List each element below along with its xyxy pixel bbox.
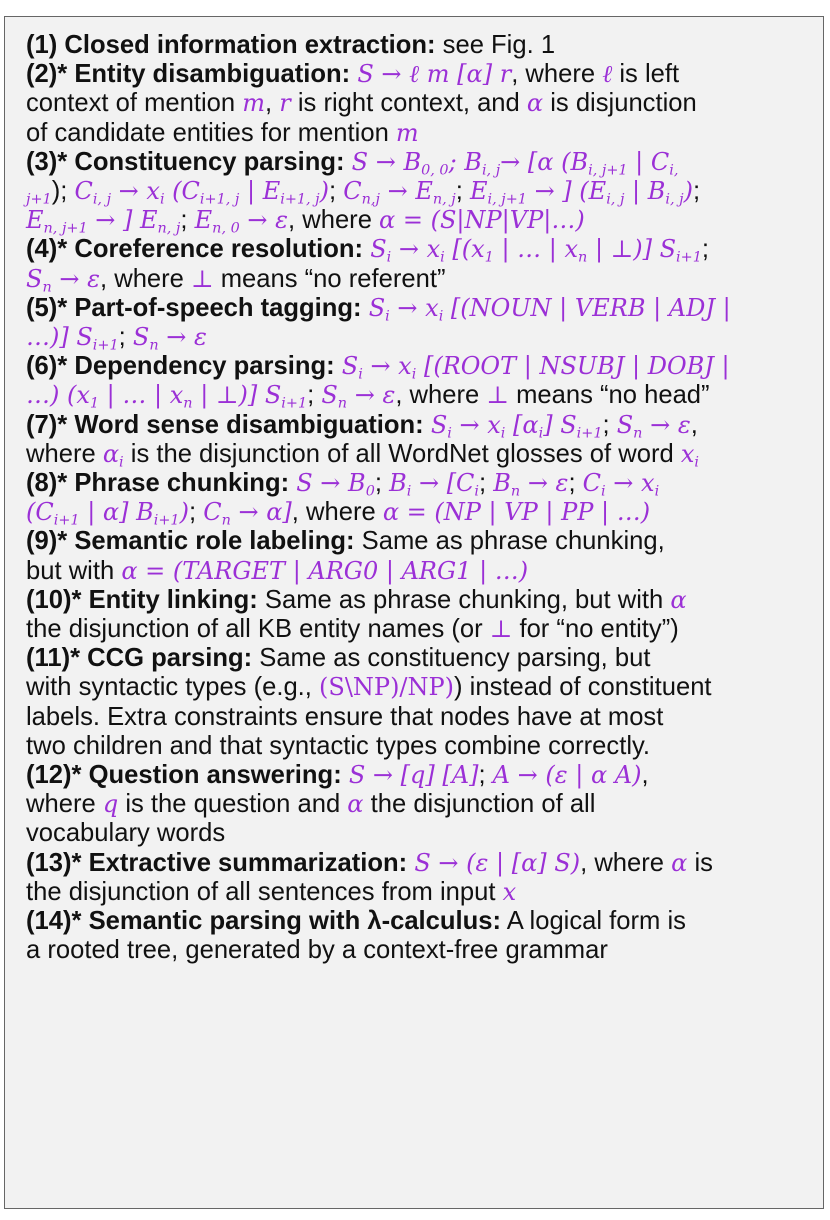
item-text: $S \to B_{0, 0}$; $B_{i, j}\to [\alpha$ ($B_{i, j+1}$ | $C_{i,}$ bbox=[351, 147, 679, 179]
item-label: (12)* Question answering: bbox=[26, 761, 342, 790]
item-10 bbox=[26, 586, 817, 644]
item-label: (6)* Dependency parsing: bbox=[26, 352, 335, 381]
item-label: (3)* Constituency parsing: bbox=[26, 147, 345, 176]
item-label: (13)* Extractive summarization: bbox=[26, 848, 408, 877]
item-label: (14)* Semantic parsing with λ-calculus: bbox=[26, 907, 502, 936]
item-label: (8)* Phrase chunking: bbox=[26, 469, 290, 498]
item-text: labels. Extra constraints ensure that nodes have at most bbox=[26, 702, 664, 731]
item-12 bbox=[26, 761, 817, 849]
item-label: (5)* Part-of-speech tagging: bbox=[26, 293, 362, 322]
item-text: context of mention m, r is right context, and α is disjunction bbox=[26, 89, 697, 118]
item-text: vocabulary words bbox=[26, 819, 226, 848]
item-text: S → [q] [A]; A → (ε | α A), bbox=[348, 761, 649, 790]
task-grammar-panel bbox=[4, 16, 824, 1209]
item-14 bbox=[26, 907, 817, 965]
item-text: the disjunction of all sentences from input x bbox=[26, 877, 517, 906]
item-text: $S \to B_0$; $B_i \to [C_i$; $B_n \to \varepsilon$; $C_i \to x_i$ bbox=[296, 469, 660, 500]
item-text: see Fig. 1 bbox=[442, 31, 556, 59]
item-text: two children and that syntactic types combine correctly. bbox=[26, 731, 651, 760]
item-text: ($C_{i+1}$ | α] $B_{i+1}$); $C_n \to \alpha$], where α = (NP | VP | PP | …) bbox=[26, 498, 651, 529]
item-text: S → (ε | [α] S), where α is bbox=[414, 848, 713, 877]
item-text: where q is the question and α the disjunction of all bbox=[26, 790, 596, 819]
item-text: the disjunction of all KB entity names (or ⊥ for “no entity”) bbox=[26, 615, 679, 644]
item-text: $S_i \to x_i$ [(ROOT | NSUBJ | DOBJ | bbox=[341, 352, 730, 383]
item-text: $E_{n, j+1}$ → ] $E_{n, j}$; $E_{n, 0} \to \varepsilon$, where α = (S|NP|VP|…) bbox=[26, 206, 585, 237]
item-text: $S_i \to x_i$ $[\alpha_i]$ $S_{i+1}$; $S_n \to \varepsilon$, bbox=[430, 410, 698, 442]
item-text: a rooted tree, generated by a context-free grammar bbox=[26, 936, 608, 965]
item-text: …)] $S_{i+1}$; $S_n \to \varepsilon$ bbox=[26, 323, 207, 354]
item-label: (10)* Entity linking: bbox=[26, 585, 258, 614]
item-label: (7)* Word sense disambiguation: bbox=[26, 410, 424, 439]
item-4 bbox=[26, 235, 817, 296]
item-text: where $\alpha_i$ is the disjunction of all WordNet glosses of word $x_i$ bbox=[26, 439, 699, 471]
item-text: S → ℓ m [α] r, where ℓ is left bbox=[357, 60, 680, 89]
item-text: $S_n \to \varepsilon$, where ⊥ means “no referent” bbox=[26, 264, 446, 296]
item-text: with syntactic types (e.g., (S\NP)/NP)) instead of constituent bbox=[26, 673, 712, 702]
item-label: (4)* Coreference resolution: bbox=[26, 235, 364, 264]
item-label: (9)* Semantic role labeling: bbox=[26, 527, 355, 556]
item-9 bbox=[26, 527, 817, 585]
item-7 bbox=[26, 411, 817, 469]
item-label: (2)* Entity disambiguation: bbox=[26, 60, 351, 89]
item-3 bbox=[26, 148, 817, 236]
item-label: (11)* CCG parsing: bbox=[26, 644, 253, 673]
item-2 bbox=[26, 60, 817, 148]
item-11 bbox=[26, 644, 817, 761]
item-8 bbox=[26, 469, 817, 527]
item-text: $S_i \to x_i$ [(NOUN | VERB | ADJ | bbox=[368, 293, 731, 325]
item-text: $S_i \to x_i$ [($x_1$ | … | $x_n$ | ⊥)] $S_{i+1}$; bbox=[370, 235, 709, 267]
item-text: Same as constituency parsing, but bbox=[259, 644, 651, 673]
item-text: …) ($x_1$ | … | $x_n$ | ⊥)] $S_{i+1}$; $S_n \to \varepsilon$, where ⊥ means “no head” bbox=[26, 381, 710, 413]
item-13 bbox=[26, 849, 817, 907]
item-1 bbox=[26, 31, 817, 60]
item-text: of candidate entities for mention m bbox=[26, 118, 419, 147]
item-label: (1) Closed information extraction: bbox=[26, 31, 436, 59]
item-text: Same as phrase chunking, but with α bbox=[264, 585, 687, 614]
item-text: A logical form is bbox=[506, 907, 686, 936]
item-text: $_{j+1}$); $C_{i, j} \to x_i$ ($C_{i+1, j}$ | $E_{i+1, j}$); $C_{n,j} \to E_{n, j}$; $E_{i, j+1}$ → ] ($E_{i, j}$ | $B_{i, j}$); bbox=[26, 177, 701, 208]
item-text: but with α = (TARGET | ARG0 | ARG1 | …) bbox=[26, 556, 529, 585]
item-text: Same as phrase chunking, bbox=[361, 527, 665, 556]
item-6 bbox=[26, 352, 817, 413]
item-5 bbox=[26, 294, 817, 352]
